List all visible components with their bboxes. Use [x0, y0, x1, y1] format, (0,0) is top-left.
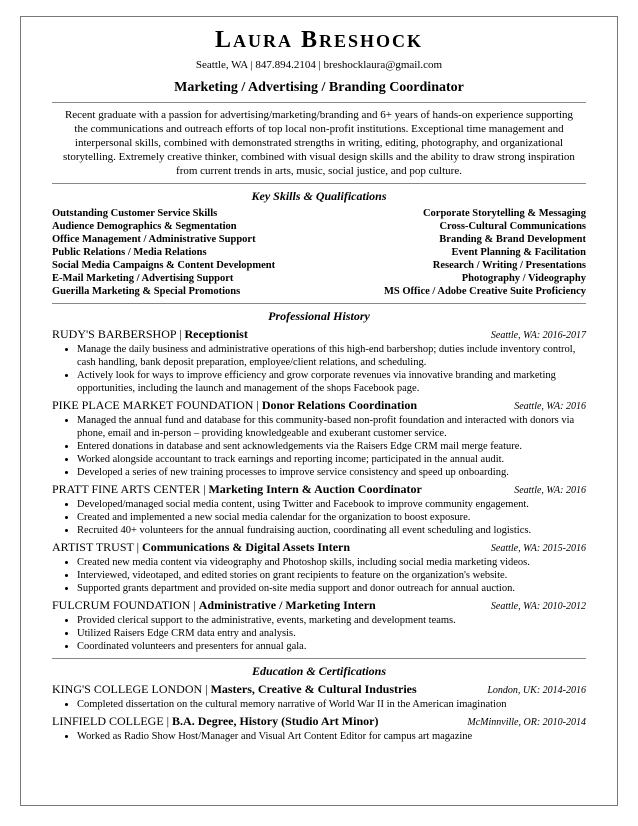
role-title: Communications & Digital Assets Intern — [142, 540, 351, 554]
skill-item: Corporate Storytelling & Messaging — [422, 208, 586, 219]
location-dates: London, UK: 2014-2016 — [487, 685, 586, 696]
skill-item: Cross-Cultural Communications — [439, 221, 586, 232]
skills-left-column — [52, 207, 275, 298]
bullet-item: • Supported grants department and provided on-site media support and donor outreach for annual auction. — [77, 582, 586, 595]
job-header — [52, 598, 586, 614]
bullet-list — [52, 498, 586, 537]
bullet-list — [52, 414, 586, 479]
location-dates: McMinnville, OR: 2010-2014 — [467, 717, 586, 728]
bullet-item: • Created and implemented a new social media calendar for the organization to boost exposure. — [77, 511, 586, 524]
skill-item: Branding & Brand Development — [439, 234, 586, 245]
job-entry — [52, 327, 586, 395]
job-header — [52, 540, 586, 556]
job-title — [52, 598, 376, 613]
bullet-item: • Worked as Radio Show Host/Manager and Visual Art Content Editor for campus art magazine — [77, 730, 586, 743]
bullet-item: • Provided clerical support to the administrative, events, marketing and development teams. — [77, 614, 586, 627]
role-title: Receptionist — [184, 327, 248, 341]
bullet-item: • Entered donations in database and sent acknowledgements via the Raisers Edge CRM mail merge feature. — [77, 440, 586, 453]
bullet-item: • Completed dissertation on the cultural memory narrative of World War II in the American imagination — [77, 698, 586, 711]
bullet-item: • Coordinated volunteers and presenters for annual gala. — [77, 640, 586, 653]
job-header — [52, 714, 586, 730]
bullet-item: • Worked alongside accountant to track earnings and reporting income; participated in the annual audit. — [77, 453, 586, 466]
skill-item: Photography / Videography — [461, 273, 586, 284]
role-title: Administrative / Marketing Intern — [198, 598, 376, 612]
headline: Marketing / Advertising / Branding Coordinator — [174, 80, 464, 95]
job-header — [52, 327, 586, 343]
organization-name: FULCRUM FOUNDATION | — [52, 598, 199, 612]
skill-item: Outstanding Customer Service Skills — [52, 208, 218, 219]
divider — [52, 183, 586, 184]
bullet-item: • Actively look for ways to improve efficiency and grow corporate revenues via innovative branding and marketing opportunities, including the launch and management of the shops Facebook page. — [77, 369, 586, 395]
bullet-list — [52, 698, 586, 711]
job-title — [52, 327, 248, 342]
job-entry — [52, 398, 586, 479]
bullet-item: • Created new media content via videography and Photoshop skills, including social media marketing videos. — [77, 556, 586, 569]
location-dates: Seattle, WA: 2015-2016 — [490, 543, 586, 554]
skill-item: Audience Demographics & Segmentation — [52, 221, 237, 232]
summary: Recent graduate with a passion for advertising/marketing/branding and 6+ years of hands-on experience supporting the communications and outreach efforts of top local non-profit institutions. Exceptional time management and interpersonal skills, combined with demonstrated strengths in writing, editing, photography, and organizational storytelling. Extremely creative thinker, combined with visual design skills and the ability to draw strong inspiration from current trends in arts, music, social justice, and pop culture. — [63, 109, 575, 177]
location-dates: Seattle, WA: 2010-2012 — [490, 601, 586, 612]
bullet-item: • Developed/managed social media content, using Twitter and Facebook to improve community engagement. — [77, 498, 586, 511]
resume-page — [52, 26, 586, 743]
divider — [52, 303, 586, 304]
location-dates: Seattle, WA: 2016 — [514, 485, 586, 496]
skill-item: Public Relations / Media Relations — [52, 247, 207, 258]
skills-right-column — [384, 207, 586, 298]
job-entry — [52, 714, 586, 743]
bullet-item: • Managed the annual fund and database for this community-based non-profit foundation and interacted with donors via phone, email and in-person – providing knowledgeable and exuberant customer service. — [77, 414, 586, 440]
skill-item: Social Media Campaigns & Content Development — [52, 260, 276, 271]
skill-item: MS Office / Adobe Creative Suite Proficiency — [384, 286, 586, 297]
skill-item: Office Management / Administrative Support — [52, 234, 256, 245]
skill-item: Research / Writing / Presentations — [432, 260, 586, 271]
skills-title: Key Skills & Qualifications — [251, 189, 387, 203]
job-title — [52, 482, 422, 497]
bullet-list — [52, 730, 586, 743]
history-title: Professional History — [268, 309, 370, 323]
location-dates: Seattle, WA: 2016-2017 — [490, 330, 586, 341]
candidate-name: LAURA BRESHOCK — [214, 27, 424, 53]
bullet-item: • Interviewed, videotaped, and edited stories on grant recipients to feature on the organization's website. — [77, 569, 586, 582]
job-title — [52, 714, 378, 729]
divider — [52, 658, 586, 659]
bullet-list — [52, 614, 586, 653]
location-dates: Seattle, WA: 2016 — [514, 401, 586, 412]
organization-name: KING'S COLLEGE LONDON | — [52, 682, 211, 696]
contact-line: Seattle, WA | 847.894.2104 | breshocklaura@gmail.com — [195, 59, 443, 71]
role-title: B.A. Degree, History (Studio Art Minor) — [172, 714, 379, 728]
job-entry — [52, 540, 586, 595]
job-header — [52, 482, 586, 498]
bullet-list — [52, 556, 586, 595]
role-title: Masters, Creative & Cultural Industries — [210, 682, 417, 696]
history-list — [52, 327, 586, 653]
bullet-item: • Developed a series of new training processes to improve service consistency and speed up onboarding. — [77, 466, 586, 479]
organization-name: ARTIST TRUST | — [52, 540, 143, 554]
organization-name: PRATT FINE ARTS CENTER | — [52, 482, 209, 496]
skill-item: Guerilla Marketing & Special Promotions — [52, 286, 241, 297]
skill-item: E-Mail Marketing / Advertising Support — [52, 273, 234, 284]
skills-list — [52, 207, 586, 298]
divider — [52, 102, 586, 103]
job-title — [52, 540, 350, 555]
role-title: Donor Relations Coordination — [261, 398, 417, 412]
job-header — [52, 682, 586, 698]
bullet-item: • Recruited 40+ volunteers for the annual fundraising auction, coordinating all event scheduling and logistics. — [77, 524, 586, 537]
job-entry — [52, 682, 586, 711]
job-entry — [52, 482, 586, 537]
skill-item: Event Planning & Facilitation — [451, 247, 586, 258]
bullet-item: • Utilized Raisers Edge CRM data entry and analysis. — [77, 627, 586, 640]
bullet-list — [52, 343, 586, 395]
education-title: Education & Certifications — [251, 664, 386, 678]
job-title — [52, 682, 417, 697]
organization-name: RUDY'S BARBERSHOP | — [52, 327, 185, 341]
job-entry — [52, 598, 586, 653]
education-list — [52, 682, 586, 743]
bullet-item: • Manage the daily business and administrative operations of this high-end barbershop; duties include inventory control, cash handling, bank deposit preparation, employee/client relations, and scheduling. — [77, 343, 586, 369]
organization-name: PIKE PLACE MARKET FOUNDATION | — [52, 398, 262, 412]
organization-name: LINFIELD COLLEGE | — [52, 714, 173, 728]
job-header — [52, 398, 586, 414]
job-title — [52, 398, 417, 413]
role-title: Marketing Intern & Auction Coordinator — [208, 482, 422, 496]
